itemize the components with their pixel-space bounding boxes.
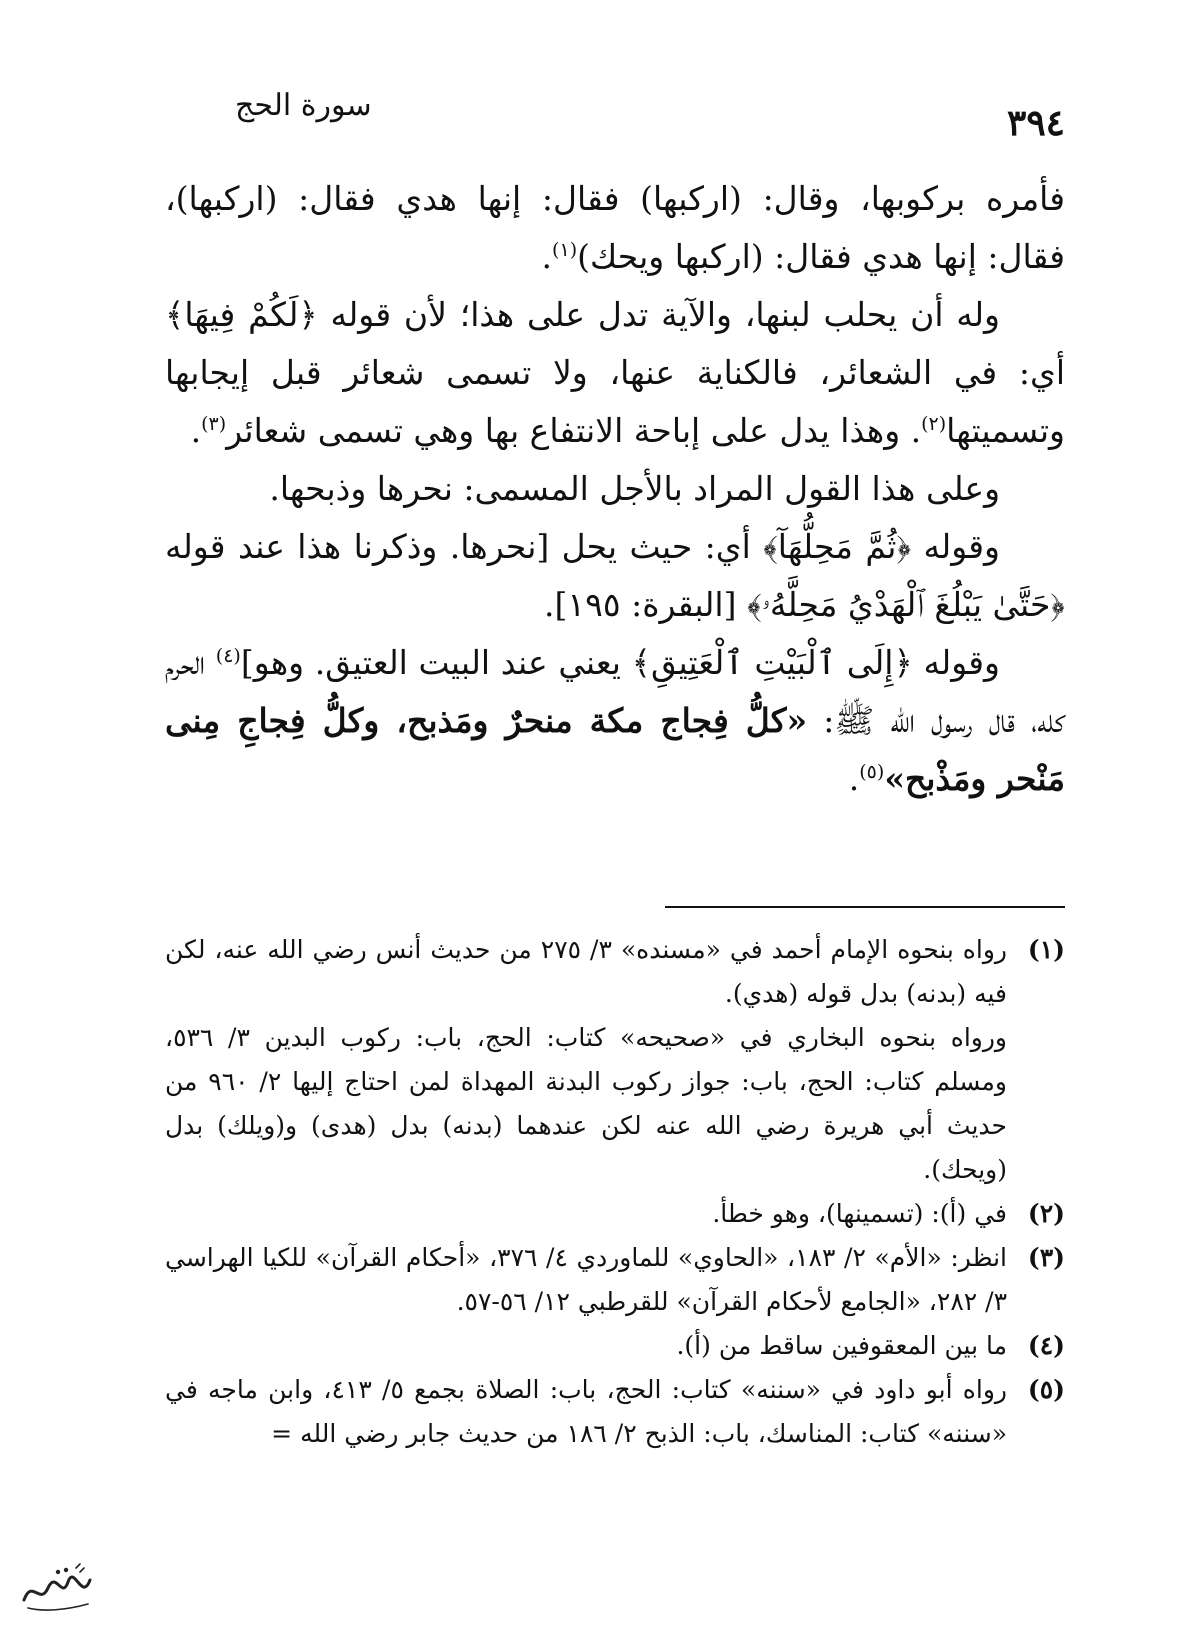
footnote-text: انظر: «الأم» ٢/ ١٨٣، «الحاوي» للماوردي ٤/ ٣٧٦، «أحكام القرآن» للكيا الهراسي ٣/ ٢٨٢، «الجامع لأحكام القرآن» للقرطبي ١٢/ ٥٦-٥٧. xyxy=(165,1243,1008,1316)
footnote-item xyxy=(165,1368,1065,1456)
quran-verse: ﴿إِلَى ٱلْبَيْتِ ٱلْعَتِيقِ﴾ xyxy=(631,643,913,682)
footnote-text-continued: ورواه بنحوه البخاري في «صحيحه» كتاب: الحج، باب: ركوب البدين ٣/ ٥٣٦، ومسلم كتاب: الحج، باب: جواز ركوب البدنة المهداة لمن احتاج إليها ٢/ ٩٦٠ من حديث أبي هريرة رضي الله عنه لكن عندهما (بدنه) بدل (هدى) و(ويلك) بدل (ويحك). xyxy=(165,1023,1007,1184)
footnote-item xyxy=(165,1192,1065,1236)
footnote-text: رواه بنحوه الإمام أحمد في «مسنده» ٣/ ٢٧٥ من حديث أنس رضي الله عنه، لكن فيه (بدنه) بدل قوله (هدي). xyxy=(165,935,1007,1008)
footnote-ref-1: (١) xyxy=(552,239,578,261)
main-text xyxy=(165,170,1065,808)
paragraph-1: فأمره بركوبها، وقال: (اركبها) فقال: إنها هدي فقال: (اركبها)، فقال: إنها هدي فقال: (اركبها ويحك)$^{(١)}$. xyxy=(165,179,1065,276)
footnote-item xyxy=(165,1236,1065,1324)
footnote-text: في (أ): (تسمينها)، وهو خطأ. xyxy=(712,1199,1007,1228)
footnote-number: (٢) xyxy=(1027,1199,1065,1228)
quran-verse: ﴿حَتَّىٰ يَبْلُغَ ٱلْهَدْيُ مَحِلَّهُۥ﴾ xyxy=(746,585,1065,624)
running-header xyxy=(165,88,1065,144)
footnote-item xyxy=(165,1324,1065,1368)
footnote-ref-3: (٣) xyxy=(201,413,227,435)
paragraph-2: وله أن يحلب لبنها، والآية تدل على هذا؛ لأن قوله ﴿لَكُمْ فِيهَا﴾ أي: في الشعائر، فالكناية عنها، ولا تسمى شعائر قبل إيجابها وتسميتها$^{(٢)}$. وهذا يدل على إباحة الانتفاع بها وهي تسمى شعائر$^{(٣)}$. xyxy=(165,295,1065,450)
footnote-ref-2: (٢) xyxy=(921,413,947,435)
footnote-text: رواه أبو داود في «سننه» كتاب: الحج، باب: الصلاة بجمع ٥/ ٤١٣، وابن ماجه في «سننه» كتاب: المناسك، باب: الذبح ٢/ ١٨٦ من حديث جابر رضي الله = xyxy=(165,1375,1007,1448)
publisher-logo-icon xyxy=(18,1560,96,1620)
hadith-quote: «كلُّ فِجاج مكة منحرٌ ومَذبح، وكلُّ فِجاجِ مِنى مَنْحر ومَذْبح» xyxy=(165,701,1065,798)
footnotes xyxy=(165,928,1065,1456)
quran-verse: ﴿ثُمَّ مَحِلُّهَآ﴾ xyxy=(763,527,912,566)
footnote-number: (٣) xyxy=(1027,1243,1065,1272)
surah-title: سورة الحج xyxy=(235,88,372,123)
footnote-item xyxy=(165,928,1065,1192)
page-number: ٣٩٤ xyxy=(1006,102,1065,144)
footnote-number: (٥) xyxy=(1027,1375,1065,1404)
paragraph-3: وعلى هذا القول المراد بالأجل المسمى: نحرها وذبحها. xyxy=(269,469,1000,508)
footnote-ref-4: (٤) xyxy=(215,645,241,667)
footnote-number: (١) xyxy=(1027,935,1065,964)
footnote-number: (٤) xyxy=(1027,1331,1065,1360)
paragraph-1-text: فأمره بركوبها، وقال: (اركبها) فقال: إنها هدي فقال: (اركبها)، فقال: إنها هدي فقال: (اركبها ويحك) xyxy=(165,179,1065,276)
quran-verse: ﴿لَكُمْ فِيهَا﴾ xyxy=(165,295,318,334)
paragraph-5: وقوله ﴿إِلَى ٱلْبَيْتِ ٱلْعَتِيقِ﴾ يعني عند البيت العتيق. وهو]$^{(٤)}$ الحرم كله، قال رسول الله ﷺ: «كلُّ فِجاج مكة منحرٌ ومَذبح، وكلُّ فِجاجِ مِنى مَنْحر ومَذْبح»$^{(٥)}$. xyxy=(165,643,1065,798)
footnote-divider xyxy=(665,906,1065,908)
paragraph-4: وقوله ﴿ثُمَّ مَحِلُّهَآ﴾ أي: حيث يحل [نحرها. وذكرنا هذا عند قوله ﴿حَتَّىٰ يَبْلُغَ ٱلْهَدْيُ مَحِلَّهُۥ﴾ [البقرة: ١٩٥]. xyxy=(165,527,1065,624)
footnote-text: ما بين المعقوفين ساقط من (أ). xyxy=(676,1331,1007,1360)
footnote-ref-5: (٥) xyxy=(859,761,885,783)
